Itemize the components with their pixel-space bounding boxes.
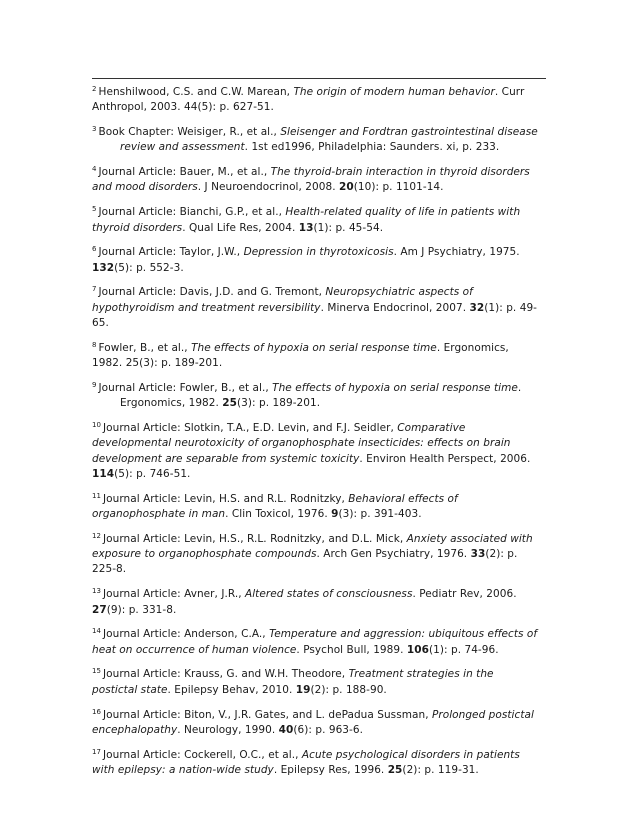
citation-text: . Pediatr Rev, 2006. [412, 588, 517, 601]
citation-text: Ergonomics, 1982. [120, 397, 223, 410]
footnote-number: 16 [92, 707, 102, 716]
footnote-line [103, 422, 465, 434]
footnote-line [92, 724, 363, 736]
citation-text: Journal Article: Davis, J.D. and G. Tremont, [98, 286, 326, 299]
citation-title: encephalopathy [92, 723, 178, 736]
footnote-line [99, 126, 538, 138]
citation-title: The origin of modern human behavior [293, 86, 495, 98]
citation-title: Health-related quality of life in patients with [285, 206, 521, 219]
citation-title: The thyroid-brain interaction in thyroid disorders [270, 166, 530, 179]
citation-text: (1): p. 74-96. [428, 643, 499, 656]
footnote-line [92, 468, 190, 480]
footnote-line [92, 140, 546, 155]
footnote-number: 6 [92, 245, 97, 254]
footnote-number: 10 [92, 421, 102, 430]
citation-text: Henshilwood, C.S. and C.W. Marean, [98, 86, 294, 98]
citation-title: Temperature and aggression: ubiquitous effects of [269, 628, 538, 641]
footnote-7 [92, 285, 546, 331]
citation-text: . Am J Psychiatry, 1975. [393, 246, 520, 259]
footnote-number: 2 [92, 85, 97, 93]
footnote-line [92, 181, 444, 193]
citation-title: Neuropsychiatric aspects of [325, 286, 473, 299]
citation-title: organophosphate in man [92, 508, 226, 521]
footnote-line [103, 628, 537, 640]
footnote-line [92, 604, 176, 616]
footnote-10 [92, 421, 546, 482]
footnote-number: 12 [92, 531, 102, 540]
footnote-number: 9 [92, 380, 97, 389]
citation-title: review and assessment [120, 141, 245, 154]
citation-title: Depression in thyrotoxicosis [243, 246, 394, 259]
footnote-17 [92, 748, 546, 779]
citation-text: Journal Article: Cockerell, O.C., et al., [103, 748, 302, 761]
citation-volume: 32 [469, 301, 485, 314]
citation-text: . Minerva Endocrinol, 2007. [320, 301, 470, 314]
footnote-line [92, 644, 499, 656]
footnote-line [103, 588, 517, 600]
footnote-4 [92, 165, 546, 196]
citation-text: Anthropol, 2003. 44(5): p. 627-51. [92, 101, 274, 114]
footnote-number: 4 [92, 165, 97, 174]
citation-text: 225-8. [92, 563, 127, 576]
footnote-line [99, 86, 525, 98]
citation-text: Book Chapter: Weisiger, R., et al., [98, 126, 281, 139]
citation-text: . Curr [494, 86, 525, 98]
citation-text: (1): p. 45-54. [313, 221, 384, 234]
footnote-number: 14 [92, 627, 102, 636]
footnote-line [92, 684, 387, 696]
footnote-number: 5 [92, 205, 97, 214]
citation-text: Journal Article: Biton, V., J.R. Gates, and L. dePadua Sussman, [103, 708, 432, 721]
citation-text: . Epilepsy Res, 1996. [273, 763, 388, 776]
footnote-line [92, 357, 222, 369]
footnote-5 [92, 205, 546, 236]
footnotes-page [92, 78, 546, 788]
footnote-number: 8 [92, 340, 97, 349]
citation-title: The effects of hypoxia on serial response time [191, 341, 437, 354]
citation-text: (1): p. 49- [484, 301, 538, 314]
citation-text: Fowler, B., et al., [98, 341, 192, 354]
footnote-14 [92, 627, 546, 658]
footnote-line [92, 453, 530, 465]
citation-text: . Qual Life Res, 2004. [182, 221, 299, 234]
footnote-number: 17 [92, 747, 102, 756]
footnote-line [92, 508, 422, 520]
citation-title: development are separable from systemic toxicity [92, 452, 360, 465]
footnote-separator-rule [92, 78, 546, 79]
citation-title: and mood disorders [92, 181, 198, 194]
footnote-line [92, 437, 511, 449]
footnote-line [103, 709, 534, 721]
citation-title: developmental neurotoxicity of organophosphate insecticides: effects on brain [92, 437, 511, 450]
citation-title: with epilepsy: a nation-wide study [92, 763, 274, 776]
footnote-number: 7 [92, 285, 97, 294]
citation-volume: 19 [295, 683, 311, 696]
citation-text: (5): p. 552-3. [114, 261, 184, 274]
footnote-9 [92, 381, 546, 412]
citation-text: Journal Article: Taylor, J.W., [98, 246, 244, 259]
citation-text: Journal Article: Bianchi, G.P., et al., [98, 206, 286, 219]
citation-text: . [517, 381, 522, 394]
footnote-12 [92, 532, 546, 578]
footnote-line [99, 246, 520, 258]
footnote-number: 13 [92, 587, 102, 596]
citation-text: Journal Article: Bauer, M., et al., [98, 166, 271, 179]
citation-text: (5): p. 746-51. [114, 467, 191, 480]
footnote-line [103, 749, 520, 761]
footnote-line [99, 206, 521, 218]
citation-volume: 114 [92, 467, 115, 480]
citation-title: postictal state [92, 683, 168, 696]
citation-text: (2): p. 188-90. [310, 683, 387, 696]
citation-text: Journal Article: Slotkin, T.A., E.D. Levin, and F.J. Seidler, [103, 422, 398, 435]
citation-text: . Ergonomics, [436, 341, 509, 354]
footnote-number: 11 [92, 491, 102, 500]
citation-text: (10): p. 1101-14. [353, 181, 444, 194]
citation-text: Journal Article: Avner, J.R., [103, 588, 245, 601]
citation-text: Journal Article: Krauss, G. and W.H. Theodore, [103, 668, 349, 681]
footnote-3 [92, 125, 546, 156]
citation-text: Journal Article: Anderson, C.A., [103, 628, 270, 641]
citation-text: 1982. 25(3): p. 189-201. [92, 357, 223, 370]
citation-text: . Arch Gen Psychiatry, 1976. [316, 548, 471, 561]
footnote-number: 15 [92, 667, 102, 676]
citation-title: Altered states of consciousness [244, 588, 413, 601]
citation-volume: 132 [92, 261, 115, 274]
citation-title: Acute psychological disorders in patients [301, 748, 520, 761]
footnote-line [99, 286, 473, 298]
citation-volume: 27 [92, 603, 107, 616]
footnotes-list [92, 85, 546, 778]
citation-text: . 1st ed1996, Philadelphia: Saunders. xi, p. 233. [244, 141, 500, 154]
citation-title: thyroid disorders [92, 221, 183, 234]
footnote-number: 3 [92, 125, 97, 134]
footnote-line [99, 382, 522, 394]
citation-text: (9): p. 331-8. [106, 603, 177, 616]
citation-volume: 40 [278, 723, 294, 736]
citation-title: heat on occurrence of human violence [92, 643, 297, 656]
citation-title: hypothyroidism and treatment reversibility [92, 301, 321, 314]
footnote-line [103, 493, 458, 505]
footnote-line [103, 533, 533, 545]
citation-text: (2): p. [485, 548, 518, 561]
footnote-line [92, 548, 517, 560]
citation-title: The effects of hypoxia on serial response time [272, 381, 518, 394]
footnote-line [92, 262, 184, 274]
citation-text: . Environ Health Perspect, 2006. [359, 452, 531, 465]
citation-text: . J Neuroendocrinol, 2008. [197, 181, 339, 194]
footnote-2 [92, 85, 546, 116]
citation-volume: 9 [331, 508, 339, 521]
citation-title: Treatment strategies in the [348, 668, 494, 681]
footnote-line [92, 563, 126, 575]
citation-text: Journal Article: Levin, H.S. and R.L. Rodnitzky, [103, 492, 349, 505]
citation-title: Prolonged postictal [431, 708, 534, 721]
citation-title: Anxiety associated with [406, 532, 533, 545]
citation-title: exposure to organophosphate compounds [92, 548, 317, 561]
footnote-line [92, 396, 546, 411]
citation-title: Comparative [397, 422, 466, 435]
citation-text: Journal Article: Fowler, B., et al., [98, 381, 273, 394]
footnote-8 [92, 341, 546, 372]
citation-title: Sleisenger and Fordtran gastrointestinal disease [280, 126, 538, 139]
footnote-line [92, 101, 274, 113]
citation-title: Behavioral effects of [348, 492, 458, 505]
footnote-6 [92, 245, 546, 276]
footnote-16 [92, 708, 546, 739]
footnote-13 [92, 587, 546, 618]
citation-text: . Epilepsy Behav, 2010. [167, 683, 296, 696]
citation-text: . Psychol Bull, 1989. [296, 643, 407, 656]
citation-text: 65. [92, 317, 109, 330]
footnote-line [103, 668, 494, 680]
citation-text: . Neurology, 1990. [177, 723, 279, 736]
footnote-line [92, 317, 109, 329]
footnote-line [92, 764, 479, 776]
footnote-line [99, 342, 509, 354]
footnote-line [92, 302, 537, 314]
citation-volume: 20 [339, 181, 354, 194]
footnote-line [92, 222, 383, 234]
footnote-line [99, 166, 530, 178]
citation-text: . Clin Toxicol, 1976. [225, 508, 332, 521]
citation-volume: 25 [222, 397, 238, 410]
footnote-11 [92, 492, 546, 523]
citation-text: (3): p. 391-403. [338, 508, 422, 521]
citation-text: (6): p. 963-6. [293, 723, 363, 736]
citation-text: (3): p. 189-201. [237, 397, 321, 410]
citation-volume: 33 [470, 548, 486, 561]
citation-volume: 25 [387, 763, 403, 776]
citation-volume: 13 [298, 221, 314, 234]
footnote-15 [92, 667, 546, 698]
citation-text: Journal Article: Levin, H.S., R.L. Rodnitzky, and D.L. Mick, [103, 532, 407, 545]
citation-volume: 106 [406, 643, 429, 656]
citation-text: (2): p. 119-31. [402, 763, 479, 776]
